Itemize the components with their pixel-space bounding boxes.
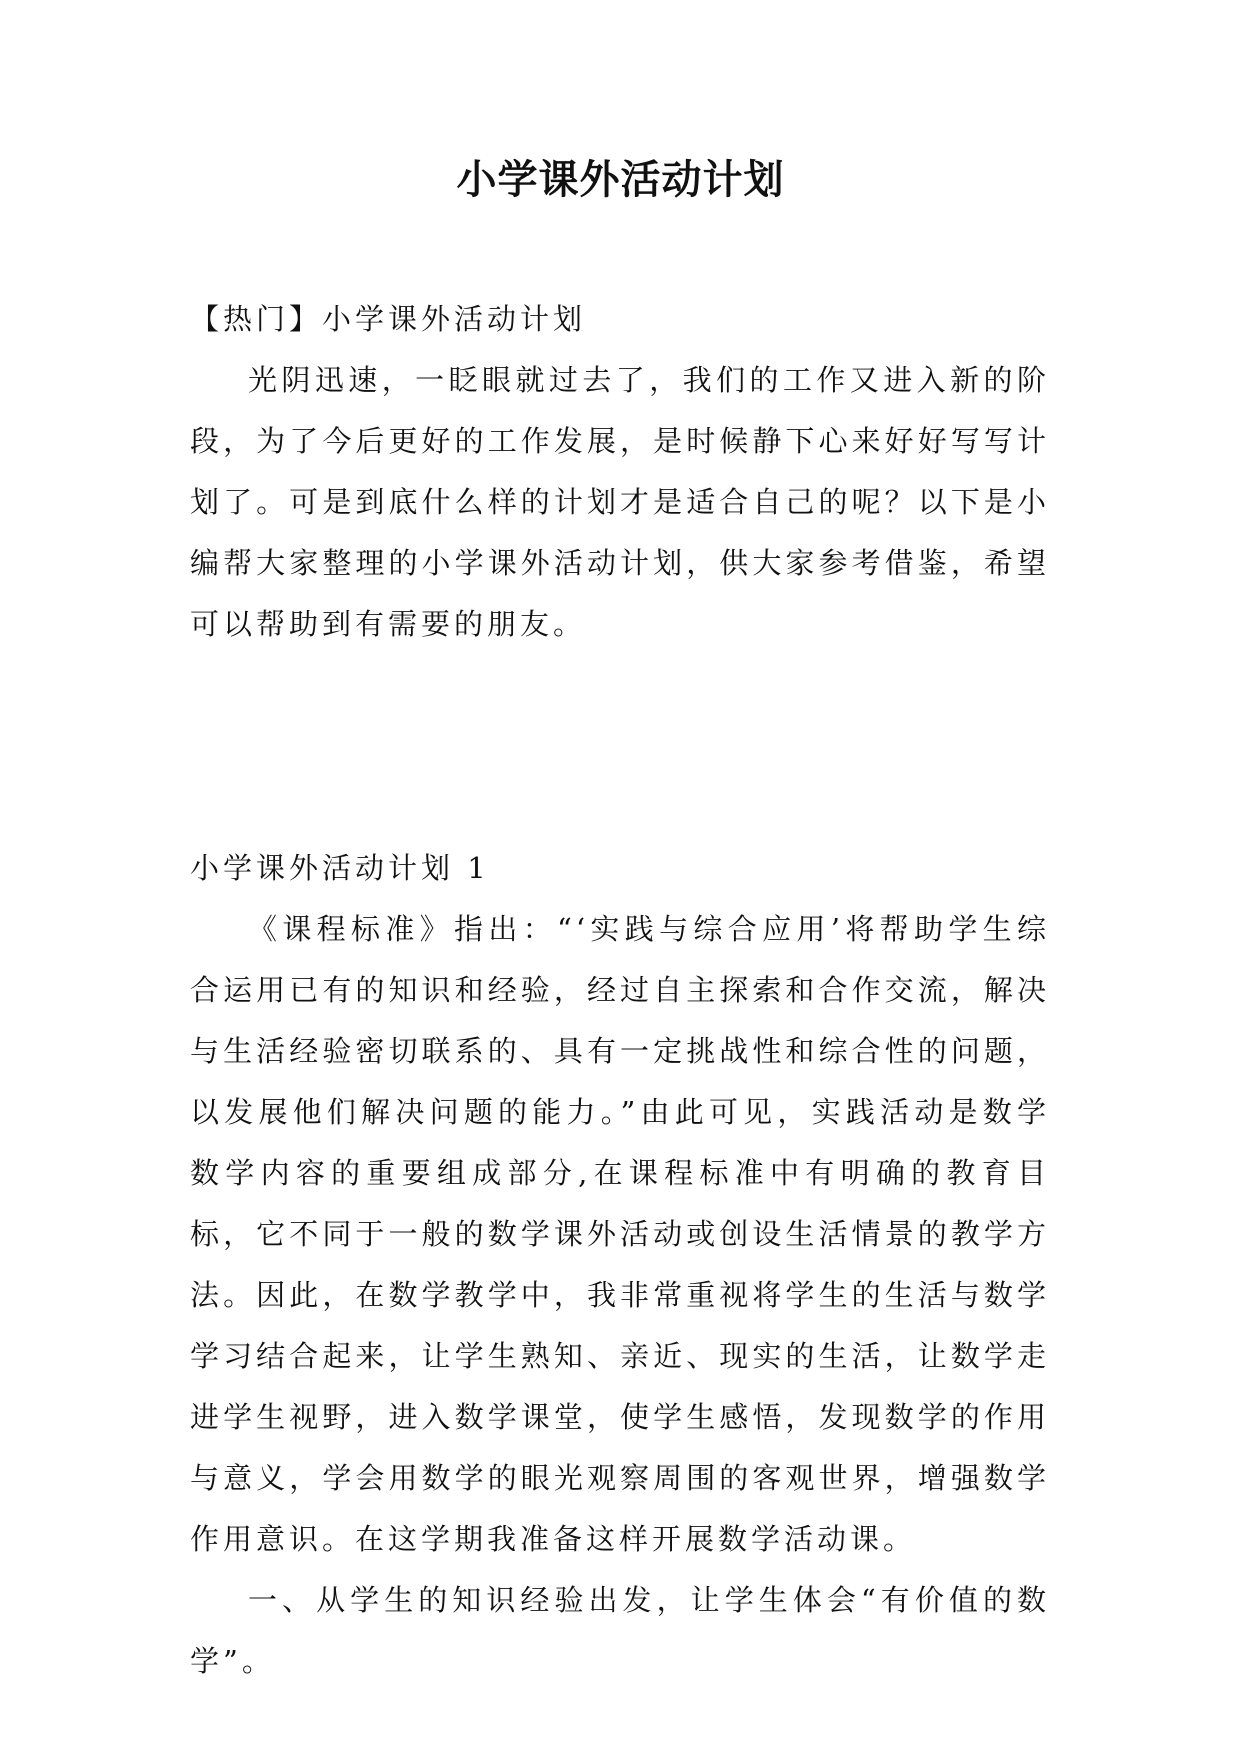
section-spacer: [190, 655, 1050, 838]
intro-paragraph: 光阴迅速，一眨眼就过去了，我们的工作又进入新的阶段，为了今后更好的工作发展，是时候静下心来好好写写计划了。可是到底什么样的计划才是适合自己的呢？以下是小编帮大家整理的小学课外活动计划，供大家参考借鉴，希望可以帮助到有需要的朋友。: [190, 363, 1050, 641]
intro-heading: 【热门】小学课外活动计划: [190, 302, 587, 336]
list-item-point-one: 一、从学生的知识经验出发，让学生体会“有价值的数学”。: [190, 1583, 1050, 1678]
document-body: [190, 289, 1050, 1692]
section-heading: 小学课外活动计划 1: [190, 851, 490, 885]
document-title: 小学课外活动计划: [456, 157, 785, 203]
body-paragraph: 《课程标准》指出：“‘实践与综合应用’将帮助学生综合运用已有的知识和经验，经过自主探索和合作交流，解决与生活经验密切联系的、具有一定挑战性和综合性的问题，以发展他们解决问题的能力。”由此可见，实践活动是数学数学内容的重要组成部分,在课程标准中有明确的教育目标，它不同于一般的数学课外活动或创设生活情景的教学方法。因此，在数学教学中，我非常重视将学生的生活与数学学习结合起来，让学生熟知、亲近、现实的生活，让数学走进学生视野，进入数学课堂，使学生感悟，发现数学的作用与意义，学会用数学的眼光观察周围的客观世界，增强数学作用意识。在这学期我准备这样开展数学活动课。: [190, 912, 1050, 1556]
